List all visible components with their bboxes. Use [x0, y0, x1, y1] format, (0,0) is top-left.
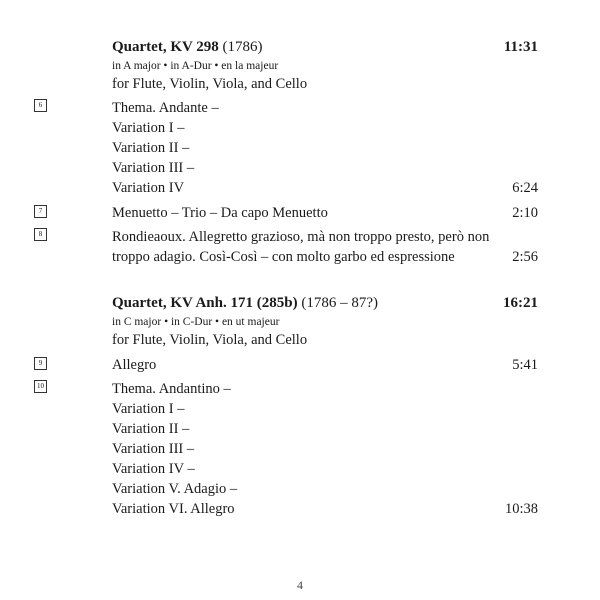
track-number-box: 6 [34, 99, 47, 112]
track-number-box: 10 [34, 380, 47, 393]
work-year: (1786) [222, 39, 263, 55]
work-title [112, 294, 378, 312]
work-total-duration: 16:21 [503, 295, 538, 311]
track-line: Variation VI. Allegro [112, 501, 235, 517]
track-duration: 2:56 [512, 249, 538, 265]
page-number: 4 [297, 578, 303, 592]
work-title-text: Quartet, KV 298 [112, 39, 219, 55]
track-line: Thema. Andantino – [112, 381, 231, 397]
track-duration: 6:24 [512, 180, 538, 196]
track-duration: 5:41 [512, 357, 538, 373]
track-line: Variation I – [112, 120, 185, 136]
track-line: Variation IV – [112, 461, 195, 477]
work-title-text: Quartet, KV Anh. 171 (285b) [112, 295, 298, 311]
track-line: Variation V. Adagio – [112, 481, 238, 497]
track-line: troppo adagio. Così-Così – con molto garbo ed espressione [112, 249, 455, 265]
track-line: Variation II – [112, 140, 190, 156]
work-instrumentation: for Flute, Violin, Viola, and Cello [112, 332, 308, 348]
track-line: Rondieaoux. Allegretto grazioso, mà non troppo presto, però non [112, 229, 490, 245]
track-line: Variation IV [112, 180, 185, 196]
track-number-box: 7 [34, 205, 47, 218]
track-line: Allegro [112, 357, 157, 373]
track-line: Variation II – [112, 421, 190, 437]
track-number-box: 8 [34, 228, 47, 241]
work-key: in C major • in C-Dur • en ut majeur [112, 316, 280, 328]
track-duration: 10:38 [504, 501, 538, 517]
track-duration: 2:10 [512, 205, 538, 221]
track-line: Thema. Andante – [112, 100, 219, 116]
work-key: in A major • in A-Dur • en la majeur [112, 60, 279, 72]
work-year: (1786 – 87?) [301, 295, 378, 311]
track-line: Variation III – [112, 441, 195, 457]
work-total-duration: 11:31 [503, 39, 538, 55]
track-line: Menuetto – Trio – Da capo Menuetto [112, 205, 328, 221]
work-title [112, 38, 263, 56]
track-line: Variation I – [112, 401, 185, 417]
track-number-box: 9 [34, 357, 47, 370]
work-instrumentation: for Flute, Violin, Viola, and Cello [112, 76, 308, 92]
track-line: Variation III – [112, 160, 195, 176]
